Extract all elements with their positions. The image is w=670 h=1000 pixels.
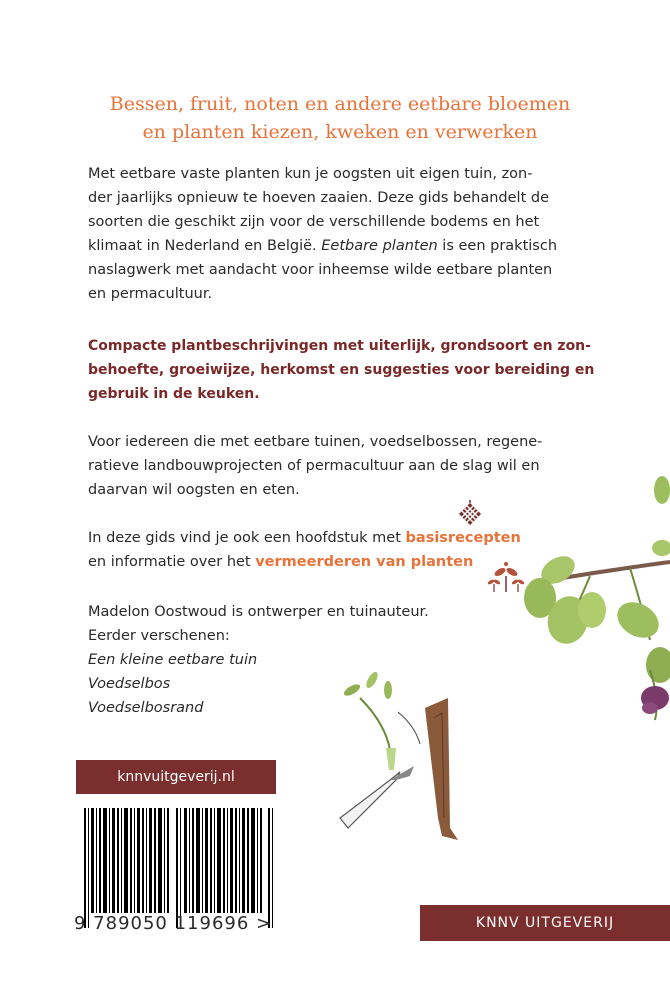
headline-line-1: Bessen, fruit, noten en andere eetbare bloemen <box>109 93 571 115</box>
author-bio: Madelon Oostwoud is ontwerper en tuinauteur. <box>88 604 429 620</box>
intro-text: is een praktisch <box>437 238 558 254</box>
book-title: Een kleine eetbare tuin <box>88 652 258 668</box>
audience-line: ratieve landbouwprojecten of permacultuur aan de slag wil en <box>88 458 540 474</box>
features-line: Compacte plantbeschrijvingen met uiterlijk, grondsoort en zon- <box>88 338 591 354</box>
intro-text: klimaat in Nederland en België. <box>88 238 322 254</box>
features-line: behoefte, groeiwijze, herkomst en suggesties voor bereiding en <box>88 362 595 378</box>
audience-line: Voor iedereen die met eetbare tuinen, voedselbossen, regene- <box>88 434 543 450</box>
isbn-digits: 9 789050 119696 > <box>74 913 273 934</box>
headline-line-2: en planten kiezen, kweken en verwerken <box>142 121 538 143</box>
intro-line <box>88 234 588 258</box>
publisher-banner: KNNV UITGEVERIJ <box>420 905 670 941</box>
features-paragraph <box>88 334 595 406</box>
plant-illustration <box>510 470 670 740</box>
book-title: Voedselbosrand <box>88 700 204 716</box>
intro-line: der jaarlijks opnieuw te hoeven zaaien. Deze gids behandelt de <box>88 190 550 206</box>
guide-text: en informatie over het <box>88 554 256 570</box>
publisher-url-banner: knnvuitgeverij.nl <box>76 760 276 794</box>
basisrecepten-highlight: basisrecepten <box>405 530 521 546</box>
guide-text: In deze gids vind je ook een hoofdstuk met <box>88 530 406 546</box>
grafting-illustration <box>330 668 500 848</box>
vermeerderen-highlight: vermeerderen van planten <box>255 554 474 570</box>
barcode <box>84 808 278 928</box>
intro-line: Met eetbare vaste planten kun je oogsten uit eigen tuin, zon- <box>88 166 533 182</box>
headline <box>60 90 620 146</box>
earlier-works-label: Eerder verschenen: <box>88 628 230 644</box>
intro-line: soorten die geschikt zijn voor de verschillende bodems en het <box>88 214 540 230</box>
intro-paragraph <box>88 162 588 306</box>
guide-line <box>88 550 548 574</box>
guide-line <box>88 526 548 550</box>
book-title-emphasis: Eetbare planten <box>321 238 438 254</box>
features-line: gebruik in de keuken. <box>88 386 260 402</box>
intro-line: naslagwerk met aandacht voor inheemse wilde eetbare planten <box>88 262 553 278</box>
book-title: Voedselbos <box>88 676 171 692</box>
guide-paragraph <box>88 526 548 574</box>
audience-line: daarvan wil oogsten en eten. <box>88 482 300 498</box>
intro-line: en permacultuur. <box>88 286 213 302</box>
recipe-pie-icon <box>456 500 484 528</box>
